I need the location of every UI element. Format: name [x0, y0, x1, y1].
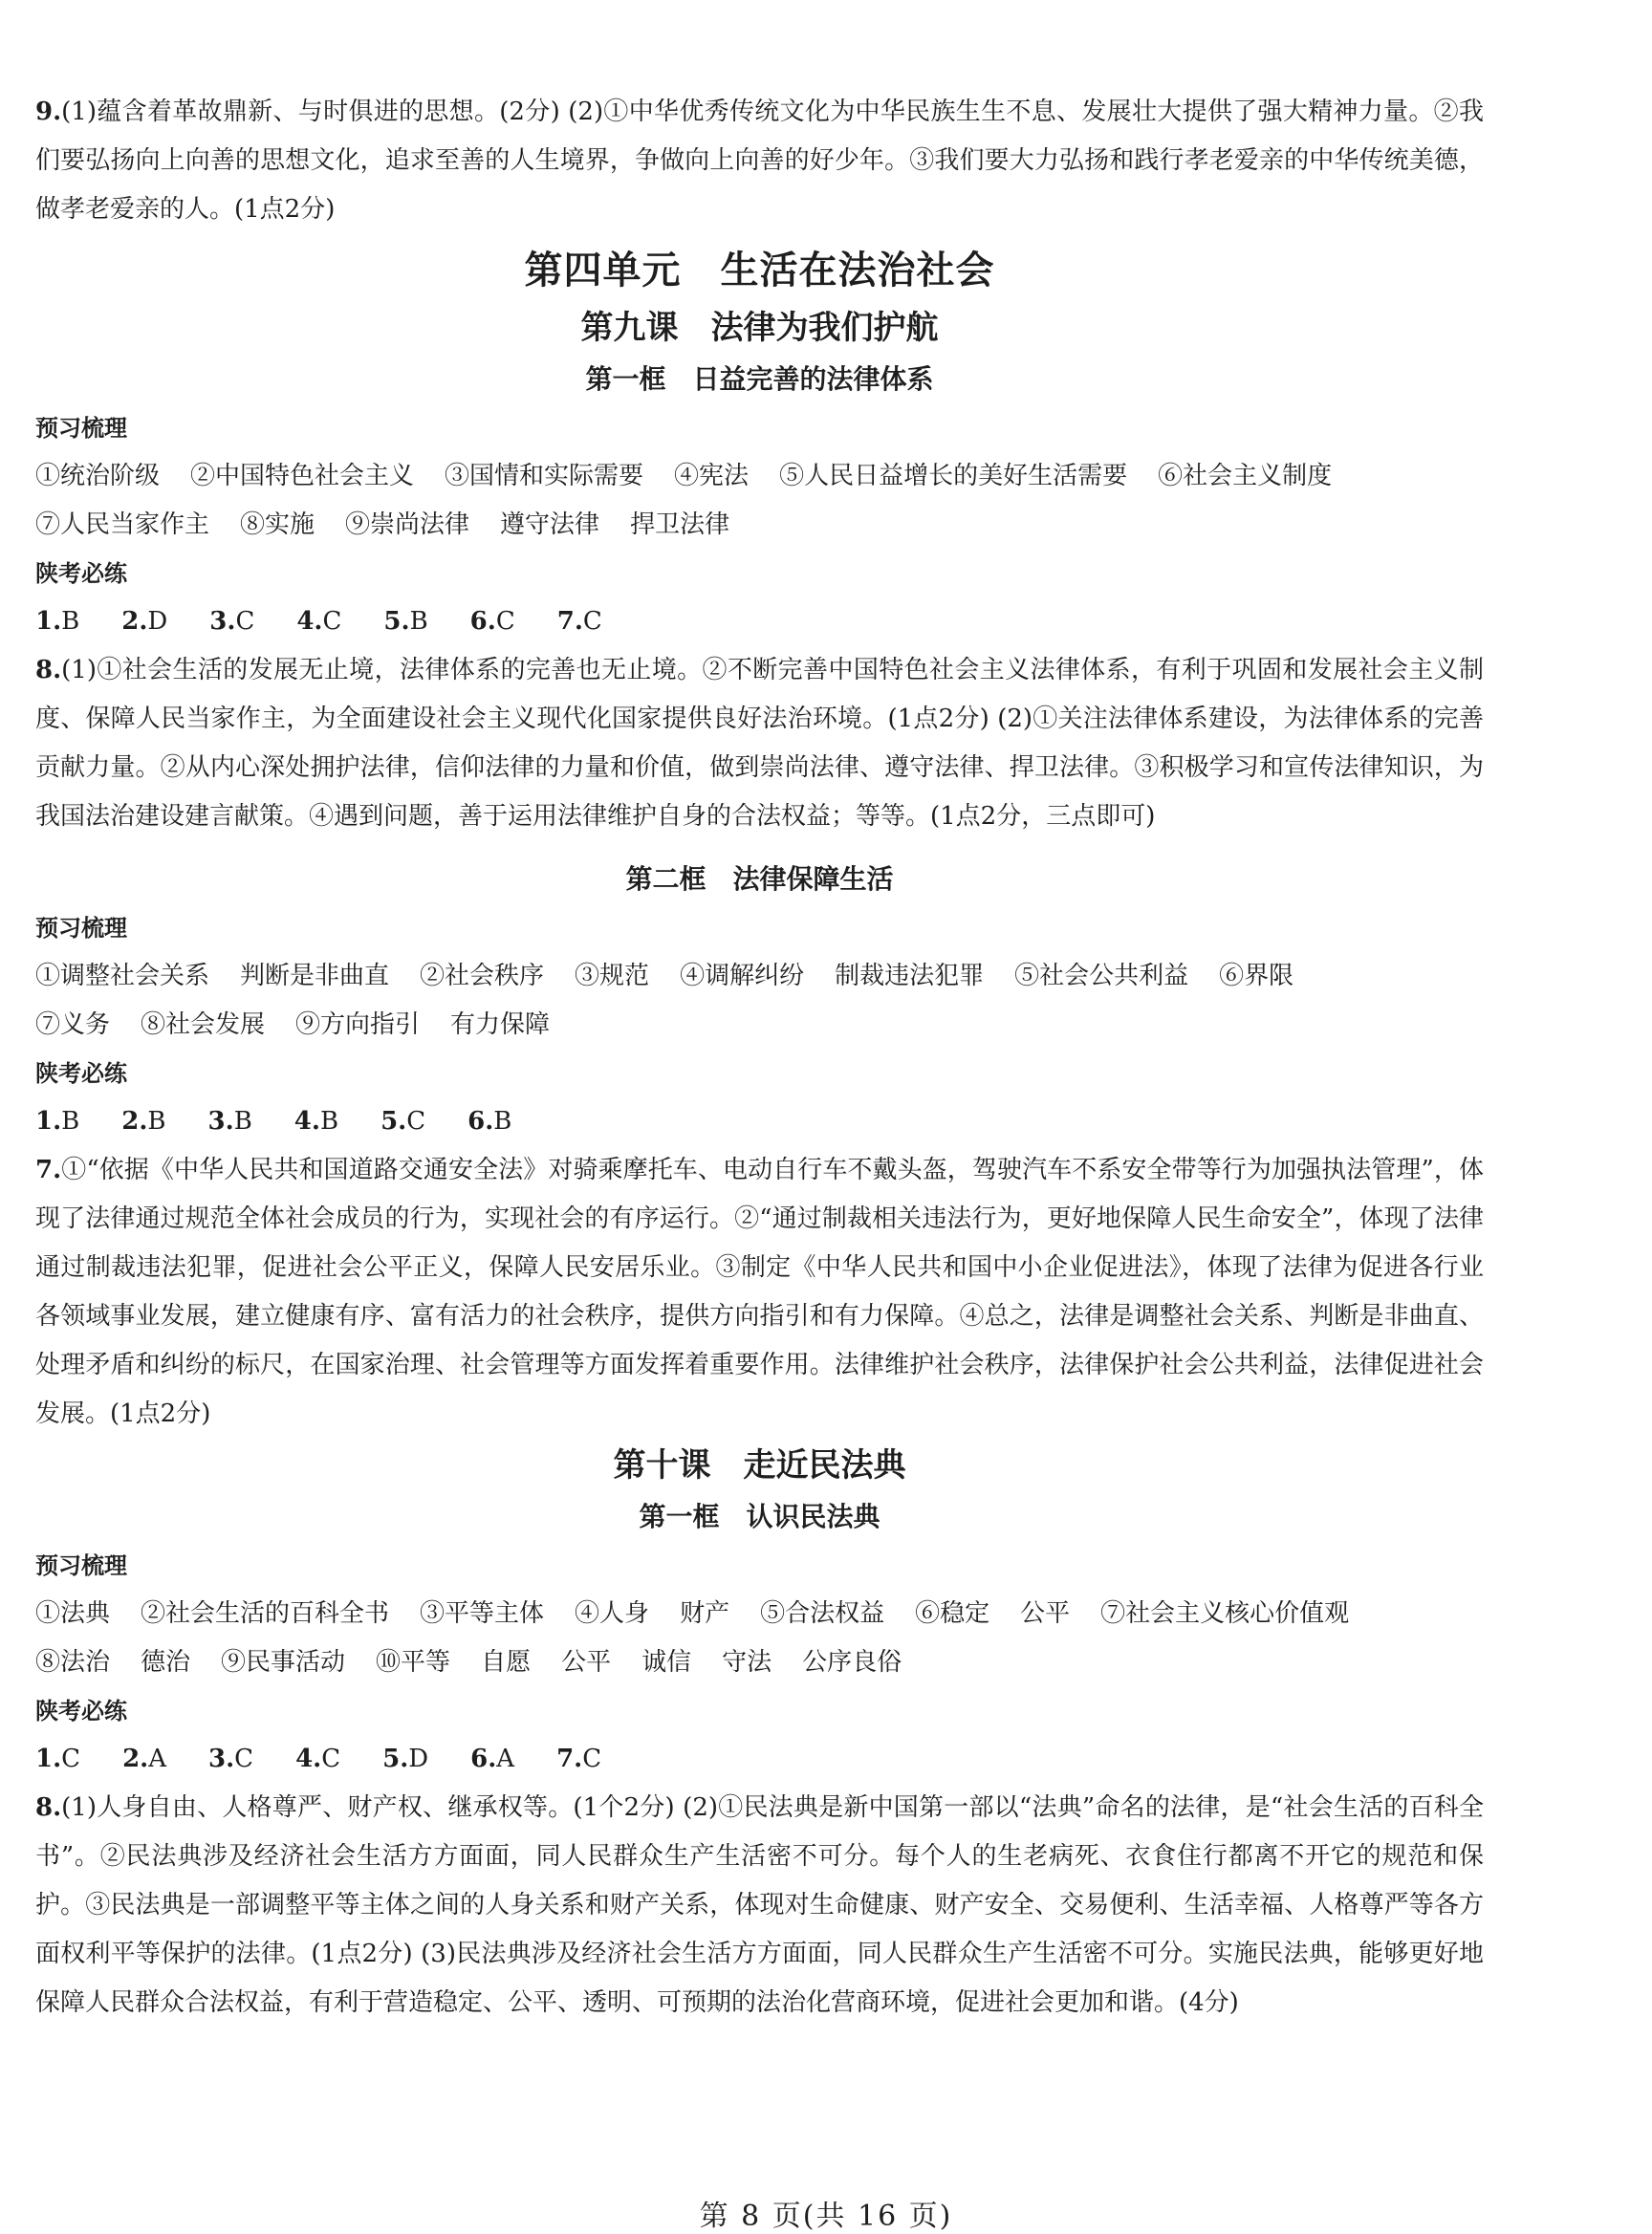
lesson-10-frame-1-title: 第一框 认识民法典 — [639, 1501, 880, 1532]
preview-item: ⑨方向指引 — [295, 1010, 421, 1039]
preview-item: 诚信 — [641, 1648, 692, 1677]
question-8-answer — [35, 646, 1484, 841]
choice-answer: 2.A — [122, 1745, 166, 1773]
lesson-9-frame-1-title: 第一框 日益完善的法律体系 — [585, 363, 934, 395]
preview-item: ④宪法 — [674, 462, 750, 490]
preview-item: 德治 — [141, 1648, 191, 1677]
choice-answer: 2.D — [121, 607, 168, 636]
lesson-9-title: 第九课 法律为我们护航 — [580, 309, 939, 347]
choice-answers-row — [35, 1735, 1484, 1784]
preview-item: ②中国特色社会主义 — [190, 462, 415, 490]
choice-answer: 7.C — [556, 1745, 602, 1773]
preview-section-label: 预习梳理 — [35, 915, 127, 942]
question-number: 7. — [35, 1156, 62, 1184]
lesson-10-title: 第十课 走近民法典 — [613, 1446, 906, 1485]
preview-item: 制裁违法犯罪 — [835, 962, 985, 990]
choice-answer: 3.C — [208, 1745, 254, 1773]
question-number: 8. — [35, 1793, 62, 1822]
preview-item: ⑤社会公共利益 — [1014, 962, 1189, 990]
answer-text: (1)①社会生活的发展无止境，法律体系的完善也无止境。②不断完善中国特色社会主义法律体系，有利于巩固和发展社会主义制度、保障人民当家作主，为全面建设社会主义现代化国家提供良好法治环境。(1点2分) (2)①关注法律体系建设，为法律体系的完善贡献力量。②从内心深处拥护法律，信仰法律的力量和价值，做到崇尚法律、遵守法律、捍卫法律。③积极学习和宣传法律知识，为我国法治建设建言献策。④遇到问题，善于运用法律维护自身的合法权益；等等。(1点2分，三点即可) — [35, 656, 1484, 831]
answer-page — [35, 88, 1484, 2028]
preview-item: ⑦义务 — [35, 1010, 111, 1039]
preview-item: ④人身 — [575, 1599, 650, 1628]
practice-section-label: 陕考必练 — [35, 1698, 127, 1724]
preview-row — [35, 501, 1484, 550]
preview-item: ⑨民事活动 — [221, 1648, 346, 1677]
preview-item: ①法典 — [35, 1599, 111, 1628]
question-number: 8. — [35, 656, 62, 684]
preview-item: 财产 — [680, 1599, 730, 1628]
preview-item: 公平 — [561, 1648, 612, 1677]
preview-item: ⑩平等 — [376, 1648, 451, 1677]
preview-item: 遵守法律 — [500, 510, 600, 539]
preview-item: ⑥稳定 — [915, 1599, 990, 1628]
preview-row — [35, 1590, 1484, 1638]
choice-answer: 5.D — [382, 1745, 429, 1773]
preview-row — [35, 952, 1484, 1001]
practice-section-label: 陕考必练 — [35, 560, 127, 587]
preview-item: ⑨崇尚法律 — [345, 510, 470, 539]
question-8-answer — [35, 1784, 1484, 2028]
choice-answer: 5.B — [383, 607, 428, 636]
preview-item: 有力保障 — [450, 1010, 551, 1039]
choice-answer: 6.C — [469, 607, 515, 636]
preview-item: 公序良俗 — [802, 1648, 902, 1677]
preview-item: 守法 — [722, 1648, 772, 1677]
lesson-9-frame-2-title: 第二框 法律保障生活 — [625, 863, 894, 895]
choice-answer: 1.B — [35, 607, 80, 636]
preview-item: 公平 — [1020, 1599, 1071, 1628]
question-number: 9. — [35, 98, 62, 126]
choice-answer: 4.C — [295, 1745, 341, 1773]
unit-title: 第四单元 生活在法治社会 — [524, 249, 995, 293]
choice-answer: 3.B — [207, 1107, 252, 1136]
page-footer: 第 8 页(共 16 页) — [699, 2200, 953, 2233]
choice-answers-row — [35, 1097, 1484, 1146]
preview-item: ⑧社会发展 — [141, 1010, 266, 1039]
choice-answer: 5.C — [380, 1107, 426, 1136]
choice-answer: 6.B — [467, 1107, 512, 1136]
preview-item: ⑦社会主义核心价值观 — [1100, 1599, 1350, 1628]
preview-item: ②社会秩序 — [420, 962, 545, 990]
choice-answer: 2.B — [121, 1107, 166, 1136]
preview-item: ⑤人民日益增长的美好生活需要 — [779, 462, 1128, 490]
preview-item: ⑥界限 — [1219, 962, 1294, 990]
preview-item: ②社会生活的百科全书 — [141, 1599, 390, 1628]
choice-answers-row — [35, 597, 1484, 646]
preview-item: ⑤合法权益 — [760, 1599, 885, 1628]
preview-section-label: 预习梳理 — [35, 1552, 127, 1579]
preview-item: ⑥社会主义制度 — [1158, 462, 1333, 490]
preview-item: ①统治阶级 — [35, 462, 161, 490]
choice-answer: 4.B — [293, 1107, 339, 1136]
preview-item: ③国情和实际需要 — [445, 462, 644, 490]
preview-item: ③平等主体 — [420, 1599, 545, 1628]
answer-text: (1)人身自由、人格尊严、财产权、继承权等。(1个2分) (2)①民法典是新中国第一部以“法典”命名的法律，是“社会生活的百科全书”。②民法典涉及经济社会生活方方面面，同人民群众生产生活密不可分。每个人的生老病死、衣食住行都离不开它的规范和保护。③民法典是一部调整平等主体之间的人身关系和财产关系，体现对生命健康、财产安全、交易便利、生活幸福、人格尊严等各方面权利平等保护的法律。(1点2分) (3)民法典涉及经济社会生活方方面面，同人民群众生产生活密不可分。实施民法典，能够更好地保障人民群众合法权益，有利于营造稳定、公平、透明、可预期的法治化营商环境，促进社会更加和谐。(4分) — [35, 1793, 1484, 2017]
choice-answer: 1.C — [35, 1745, 81, 1773]
choice-answer: 3.C — [209, 607, 255, 636]
preview-item: ③规范 — [575, 962, 650, 990]
question-9-answer — [35, 88, 1484, 234]
preview-item: 判断是非曲直 — [240, 962, 390, 990]
question-7-answer — [35, 1146, 1484, 1439]
choice-answer: 7.C — [556, 607, 602, 636]
preview-item: ①调整社会关系 — [35, 962, 210, 990]
choice-answer: 4.C — [296, 607, 342, 636]
answer-text: ①“依据《中华人民共和国道路交通安全法》对骑乘摩托车、电动自行车不戴头盔，驾驶汽车不系安全带等行为加强执法管理”，体现了法律通过规范全体社会成员的行为，实现社会的有序运行。②“通过制裁相关违法行为，更好地保障人民生命安全”，体现了法律通过制裁违法犯罪，促进社会公平正义，保障人民安居乐业。③制定《中华人民共和国中小企业促进法》，体现了法律为促进各行业各领域事业发展，建立健康有序、富有活力的社会秩序，提供方向指引和有力保障。④总之，法律是调整社会关系、判断是非曲直、处理矛盾和纠纷的标尺，在国家治理、社会管理等方面发挥着重要作用。法律维护社会秩序，法律保护社会公共利益，法律促进社会发展。(1点2分) — [35, 1156, 1484, 1428]
answer-text: (1)蕴含着革故鼎新、与时俱进的思想。(2分) (2)①中华优秀传统文化为中华民族生生不息、发展壮大提供了强大精神力量。②我们要弘扬向上向善的思想文化，追求至善的人生境界，争做向上向善的好少年。③我们要大力弘扬和践行孝老爱亲的中华传统美德，做孝老爱亲的人。(1点2分) — [35, 98, 1484, 224]
preview-item: 自愿 — [481, 1648, 532, 1677]
practice-section-label: 陕考必练 — [35, 1060, 127, 1087]
preview-item: 捍卫法律 — [630, 510, 730, 539]
choice-answer: 1.B — [35, 1107, 80, 1136]
preview-row — [35, 452, 1484, 501]
preview-row — [35, 1638, 1484, 1687]
preview-item: ⑧法治 — [35, 1648, 111, 1677]
preview-item: ⑦人民当家作主 — [35, 510, 210, 539]
preview-item: ④调解纠纷 — [680, 962, 805, 990]
preview-section-label: 预习梳理 — [35, 415, 127, 442]
preview-item: ⑧实施 — [240, 510, 315, 539]
preview-row — [35, 1001, 1484, 1050]
choice-answer: 6.A — [470, 1745, 515, 1773]
